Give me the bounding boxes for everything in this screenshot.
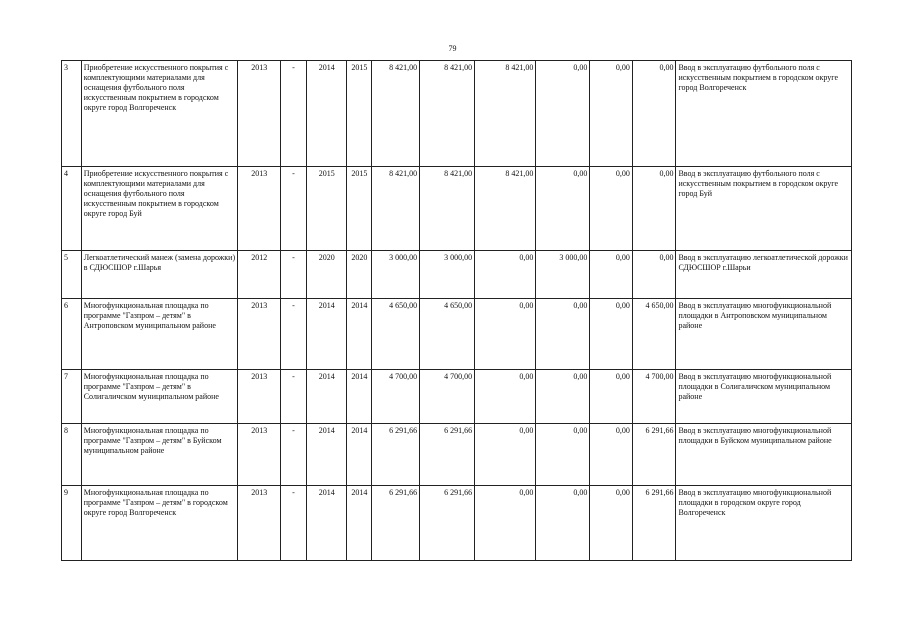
expected-result: Ввод в эксплуатацию легкоатлетической дорожки СДЮСШОР г.Шарьи <box>676 251 852 299</box>
amount-cell: 0,00 <box>590 251 633 299</box>
year-cell: 2020 <box>347 251 372 299</box>
amount-cell: 3 000,00 <box>420 251 475 299</box>
project-description: Приобретение искусственного покрытия с комплектующими материалами для оснащения футбольного поля искусственным покрытием в городском округе город Волгореченск <box>81 61 238 167</box>
row-number: 3 <box>62 61 82 167</box>
amount-cell: 0,00 <box>536 370 590 424</box>
amount-cell: 0,00 <box>475 370 536 424</box>
table-row <box>62 251 852 299</box>
amount-cell: 3 000,00 <box>372 251 420 299</box>
row-number: 4 <box>62 167 82 251</box>
amount-cell: 0,00 <box>632 251 676 299</box>
amount-cell: 0,00 <box>590 486 633 561</box>
dash-cell: - <box>281 486 307 561</box>
amount-cell: 6 291,66 <box>420 486 475 561</box>
year-cell: 2014 <box>347 299 372 370</box>
dash-cell: - <box>281 424 307 486</box>
dash-cell: - <box>281 299 307 370</box>
start-year: 2013 <box>238 61 281 167</box>
dash-cell: - <box>281 167 307 251</box>
expected-result: Ввод в эксплуатацию многофункциональной площадки в городском округе город Волгореченск <box>676 486 852 561</box>
dash-cell: - <box>281 370 307 424</box>
amount-cell: 8 421,00 <box>475 61 536 167</box>
amount-cell: 8 421,00 <box>420 61 475 167</box>
table-row <box>62 167 852 251</box>
row-number: 7 <box>62 370 82 424</box>
amount-cell: 8 421,00 <box>372 167 420 251</box>
year-cell: 2015 <box>347 167 372 251</box>
start-year: 2012 <box>238 251 281 299</box>
year-cell: 2014 <box>306 61 346 167</box>
row-number: 5 <box>62 251 82 299</box>
start-year: 2013 <box>238 167 281 251</box>
row-number: 8 <box>62 424 82 486</box>
year-cell: 2014 <box>306 370 346 424</box>
amount-cell: 0,00 <box>632 61 676 167</box>
amount-cell: 0,00 <box>632 167 676 251</box>
amount-cell: 0,00 <box>536 299 590 370</box>
amount-cell: 0,00 <box>590 299 633 370</box>
amount-cell: 6 291,66 <box>372 486 420 561</box>
table-row <box>62 424 852 486</box>
expected-result: Ввод в эксплуатацию футбольного поля с искусственным покрытием в городском округе город Волгореченск <box>676 61 852 167</box>
amount-cell: 0,00 <box>590 424 633 486</box>
expected-result: Ввод в эксплуатацию многофункциональной площадки в Солигаличском муниципальном районе <box>676 370 852 424</box>
year-cell: 2014 <box>347 424 372 486</box>
start-year: 2013 <box>238 370 281 424</box>
project-description: Многофункциональная площадка по программе "Газпром – детям" в Буйском муниципальном районе <box>81 424 238 486</box>
amount-cell: 0,00 <box>536 486 590 561</box>
amount-cell: 0,00 <box>475 251 536 299</box>
amount-cell: 6 291,66 <box>632 486 676 561</box>
start-year: 2013 <box>238 486 281 561</box>
amount-cell: 0,00 <box>475 424 536 486</box>
amount-cell: 0,00 <box>475 299 536 370</box>
page-number: 79 <box>448 44 457 53</box>
dash-cell: - <box>281 251 307 299</box>
amount-cell: 0,00 <box>536 167 590 251</box>
amount-cell: 0,00 <box>475 486 536 561</box>
start-year: 2013 <box>238 299 281 370</box>
amount-cell: 0,00 <box>590 167 633 251</box>
amount-cell: 6 291,66 <box>420 424 475 486</box>
project-description: Приобретение искусственного покрытия с комплектующими материалами для оснащения футбольного поля искусственным покрытием в городском округе город Буй <box>81 167 238 251</box>
expected-result: Ввод в эксплуатацию многофункциональной площадки в Буйском муниципальном районе <box>676 424 852 486</box>
year-cell: 2015 <box>306 167 346 251</box>
amount-cell: 4 650,00 <box>420 299 475 370</box>
expected-result: Ввод в эксплуатацию футбольного поля с искусственным покрытием в городском округе город Буй <box>676 167 852 251</box>
amount-cell: 0,00 <box>536 424 590 486</box>
year-cell: 2015 <box>347 61 372 167</box>
amount-cell: 8 421,00 <box>420 167 475 251</box>
expected-result: Ввод в эксплуатацию многофункциональной площадки в Антроповском муниципальном районе <box>676 299 852 370</box>
amount-cell: 4 700,00 <box>632 370 676 424</box>
amount-cell: 4 700,00 <box>372 370 420 424</box>
year-cell: 2020 <box>306 251 346 299</box>
amount-cell: 8 421,00 <box>372 61 420 167</box>
year-cell: 2014 <box>306 424 346 486</box>
amount-cell: 4 700,00 <box>420 370 475 424</box>
table-row <box>62 486 852 561</box>
year-cell: 2014 <box>306 486 346 561</box>
amount-cell: 6 291,66 <box>372 424 420 486</box>
year-cell: 2014 <box>347 370 372 424</box>
project-description: Легкоатлетический манеж (замена дорожки) в СДЮСШОР г.Шарья <box>81 251 238 299</box>
amount-cell: 6 291,66 <box>632 424 676 486</box>
amount-cell: 8 421,00 <box>475 167 536 251</box>
dash-cell: - <box>281 61 307 167</box>
amount-cell: 0,00 <box>590 370 633 424</box>
amount-cell: 0,00 <box>590 61 633 167</box>
row-number: 6 <box>62 299 82 370</box>
row-number: 9 <box>62 486 82 561</box>
program-table <box>61 60 852 561</box>
project-description: Многофункциональная площадка по программе "Газпром – детям" в Антроповском муниципальном районе <box>81 299 238 370</box>
amount-cell: 4 650,00 <box>372 299 420 370</box>
amount-cell: 4 650,00 <box>632 299 676 370</box>
amount-cell: 3 000,00 <box>536 251 590 299</box>
year-cell: 2014 <box>306 299 346 370</box>
project-description: Многофункциональная площадка по программе "Газпром – детям" в городском округе город Волгореченск <box>81 486 238 561</box>
amount-cell: 0,00 <box>536 61 590 167</box>
table-row <box>62 370 852 424</box>
table-row <box>62 299 852 370</box>
year-cell: 2014 <box>347 486 372 561</box>
start-year: 2013 <box>238 424 281 486</box>
project-description: Многофункциональная площадка по программе "Газпром – детям" в Солигаличском муниципальном районе <box>81 370 238 424</box>
table-row <box>62 61 852 167</box>
